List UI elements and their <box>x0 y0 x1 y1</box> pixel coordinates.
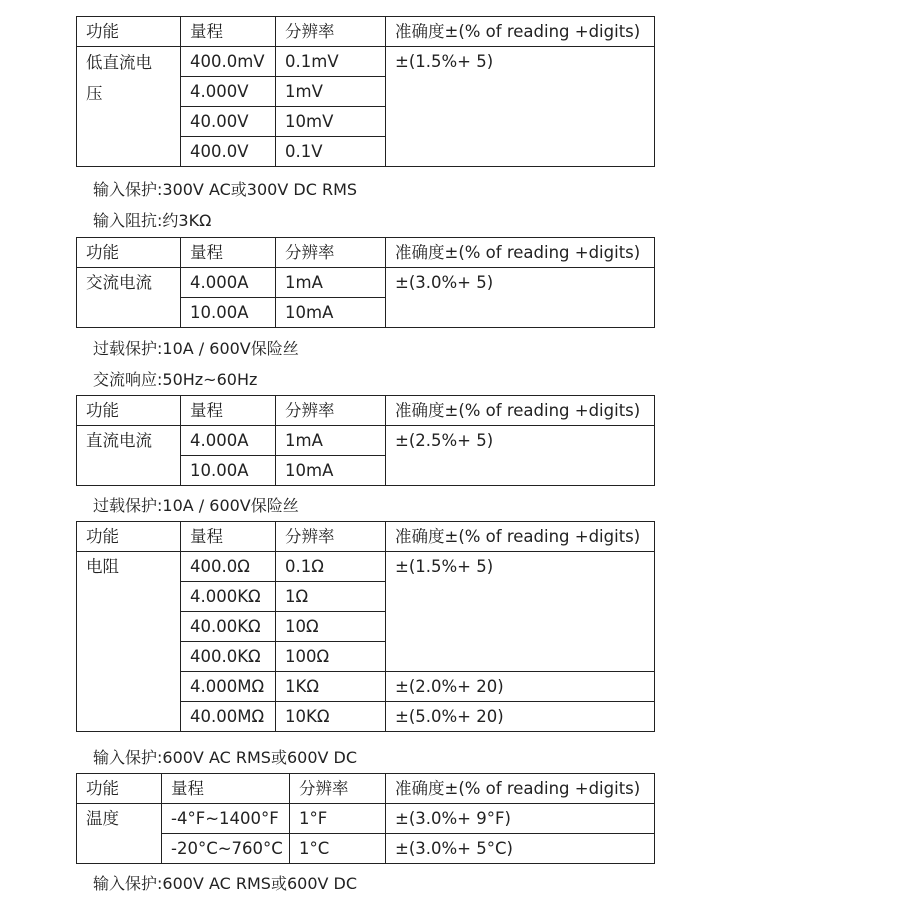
table-header-row <box>77 238 655 268</box>
accuracy-cell: ±(1.5%+ 5) <box>386 47 655 167</box>
ac-current-table <box>76 237 655 328</box>
range-cell: 400.0mV <box>181 47 276 77</box>
accuracy-cell: ±(3.0%+ 9°F) <box>386 804 655 834</box>
range-cell: 4.000A <box>181 268 276 298</box>
range-cell: 400.0V <box>181 137 276 167</box>
header-accuracy: 准确度±(% of reading +digits) <box>386 238 655 268</box>
table-header-row <box>77 17 655 47</box>
resolution-cell: 1mA <box>276 268 386 298</box>
temperature-table <box>76 773 655 864</box>
header-resolution: 分辨率 <box>276 396 386 426</box>
accuracy-cell: ±(3.0%+ 5°C) <box>386 834 655 864</box>
header-function: 功能 <box>77 17 181 47</box>
table-header-row <box>77 396 655 426</box>
table-header-row <box>77 522 655 552</box>
table-row <box>77 804 655 834</box>
header-resolution: 分辨率 <box>276 17 386 47</box>
resolution-cell: 1°C <box>290 834 386 864</box>
resolution-cell: 1mA <box>276 426 386 456</box>
range-cell: 10.00A <box>181 456 276 486</box>
resistance-table <box>76 521 655 732</box>
header-resolution: 分辨率 <box>276 522 386 552</box>
header-range: 量程 <box>181 238 276 268</box>
resolution-cell: 1KΩ <box>276 672 386 702</box>
range-cell: 4.000A <box>181 426 276 456</box>
range-cell: -20°C~760°C <box>162 834 290 864</box>
resolution-cell: 10Ω <box>276 612 386 642</box>
accuracy-cell: ±(2.5%+ 5) <box>386 426 655 486</box>
resolution-cell: 10mA <box>276 298 386 328</box>
range-cell: 400.0KΩ <box>181 642 276 672</box>
resolution-cell: 1°F <box>290 804 386 834</box>
header-function: 功能 <box>77 522 181 552</box>
input-protection-note: 输入保护:300V AC或300V DC RMS <box>93 180 358 199</box>
table-row <box>77 426 655 456</box>
range-cell: 400.0Ω <box>181 552 276 582</box>
header-accuracy: 准确度±(% of reading +digits) <box>386 396 655 426</box>
table-header-row <box>77 774 655 804</box>
ac-response-note: 交流响应:50Hz~60Hz <box>93 370 258 389</box>
range-cell: 4.000MΩ <box>181 672 276 702</box>
input-protection-note: 输入保护:600V AC RMS或600V DC <box>93 748 358 767</box>
header-accuracy: 准确度±(% of reading +digits) <box>386 774 655 804</box>
header-accuracy: 准确度±(% of reading +digits) <box>386 522 655 552</box>
resolution-cell: 1Ω <box>276 582 386 612</box>
resolution-cell: 10mV <box>276 107 386 137</box>
function-cell: 温度 <box>77 804 162 864</box>
accuracy-cell: ±(5.0%+ 20) <box>386 702 655 732</box>
dc-current-table <box>76 395 655 486</box>
resolution-cell: 0.1V <box>276 137 386 167</box>
header-accuracy: 准确度±(% of reading +digits) <box>386 17 655 47</box>
table-row <box>77 47 655 77</box>
header-resolution: 分辨率 <box>290 774 386 804</box>
resolution-cell: 0.1mV <box>276 47 386 77</box>
table-row <box>77 268 655 298</box>
header-resolution: 分辨率 <box>276 238 386 268</box>
range-cell: 40.00KΩ <box>181 612 276 642</box>
resolution-cell: 1mV <box>276 77 386 107</box>
resolution-cell: 100Ω <box>276 642 386 672</box>
header-function: 功能 <box>77 396 181 426</box>
accuracy-cell: ±(1.5%+ 5) <box>386 552 655 672</box>
header-range: 量程 <box>181 522 276 552</box>
resolution-cell: 0.1Ω <box>276 552 386 582</box>
input-impedance-note: 输入阻抗:约3KΩ <box>93 211 212 230</box>
input-protection-note: 输入保护:600V AC RMS或600V DC <box>93 874 358 893</box>
table-row <box>77 834 655 864</box>
function-cell: 低直流电压 <box>77 47 181 167</box>
range-cell: 4.000V <box>181 77 276 107</box>
table-row <box>77 552 655 582</box>
header-range: 量程 <box>181 17 276 47</box>
header-function: 功能 <box>77 238 181 268</box>
resolution-cell: 10KΩ <box>276 702 386 732</box>
header-range: 量程 <box>162 774 290 804</box>
range-cell: 10.00A <box>181 298 276 328</box>
function-cell: 直流电流 <box>77 426 181 486</box>
range-cell: 40.00MΩ <box>181 702 276 732</box>
range-cell: 40.00V <box>181 107 276 137</box>
overload-protection-note: 过载保护:10A / 600V保险丝 <box>93 496 299 515</box>
accuracy-cell: ±(3.0%+ 5) <box>386 268 655 328</box>
function-cell: 电阻 <box>77 552 181 732</box>
header-function: 功能 <box>77 774 162 804</box>
overload-protection-note: 过载保护:10A / 600V保险丝 <box>93 339 299 358</box>
range-cell: 4.000KΩ <box>181 582 276 612</box>
range-cell: -4°F~1400°F <box>162 804 290 834</box>
accuracy-cell: ±(2.0%+ 20) <box>386 672 655 702</box>
dc-voltage-table <box>76 16 655 167</box>
header-range: 量程 <box>181 396 276 426</box>
resolution-cell: 10mA <box>276 456 386 486</box>
function-cell: 交流电流 <box>77 268 181 328</box>
